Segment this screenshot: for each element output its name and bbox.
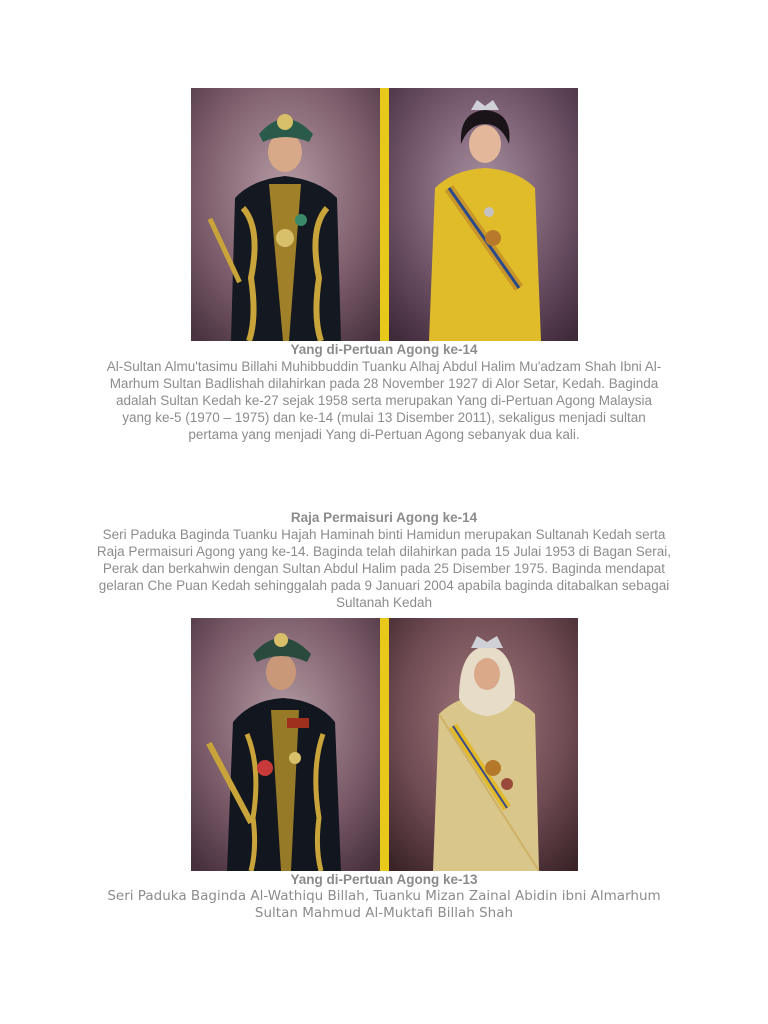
caption-permaisuri-ke14 [84, 509, 684, 611]
caption-body: Al-Sultan Almu'tasimu Billahi Muhibbuddin Tuanku Alhaj Abdul Halim Mu'adzam Shah Ibni Al-Marhum Sultan Badlishah dilahirkan pada 28 November 1927 di Alor Setar, Kedah. Baginda adalah Sultan Kedah ke-27 sejak 1958 serta merupakan Yang di-Pertuan Agong Malaysia yang ke-5 (1970 – 1975) dan ke-14 (mulai 13 Disember 2011), sekaligus menjadi sultan pertama yang menjadi Yang di-Pertuan Agong sebanyak dua kali. [106, 359, 662, 442]
caption-agong-ke13 [84, 871, 684, 922]
photo-pair-ke14 [191, 88, 578, 341]
portrait-king-ke14 [191, 88, 380, 341]
portrait-king-ke13 [191, 618, 380, 871]
caption-title: Yang di-Pertuan Agong ke-14 [290, 342, 478, 357]
caption-agong-ke14 [84, 341, 684, 443]
caption-title: Yang di-Pertuan Agong ke-13 [290, 872, 478, 887]
portrait-queen-ke13 [389, 618, 578, 871]
caption-title: Raja Permaisuri Agong ke-14 [290, 510, 478, 525]
portrait-queen-ke14 [389, 88, 578, 341]
caption-body: Seri Paduka Baginda Al-Wathiqu Billah, Tuanku Mizan Zainal Abidin ibni Almarhum Sultan Mahmud Al-Muktafi Billah Shah [107, 888, 661, 921]
photo-pair-ke13 [191, 618, 578, 871]
caption-body: Seri Paduka Baginda Tuanku Hajah Haminah binti Hamidun merupakan Sultanah Kedah serta Raja Permaisuri Agong yang ke-14. Baginda telah dilahirkan pada 15 Julai 1953 di Bagan Serai, Perak dan berkahwin dengan Sultan Abdul Halim pada 25 Disember 1975. Baginda mendapat gelaran Che Puan Kedah sehinggalah pada 9 Januari 2004 apabila baginda ditabalkan sebagai Sultanah Kedah [96, 527, 672, 610]
